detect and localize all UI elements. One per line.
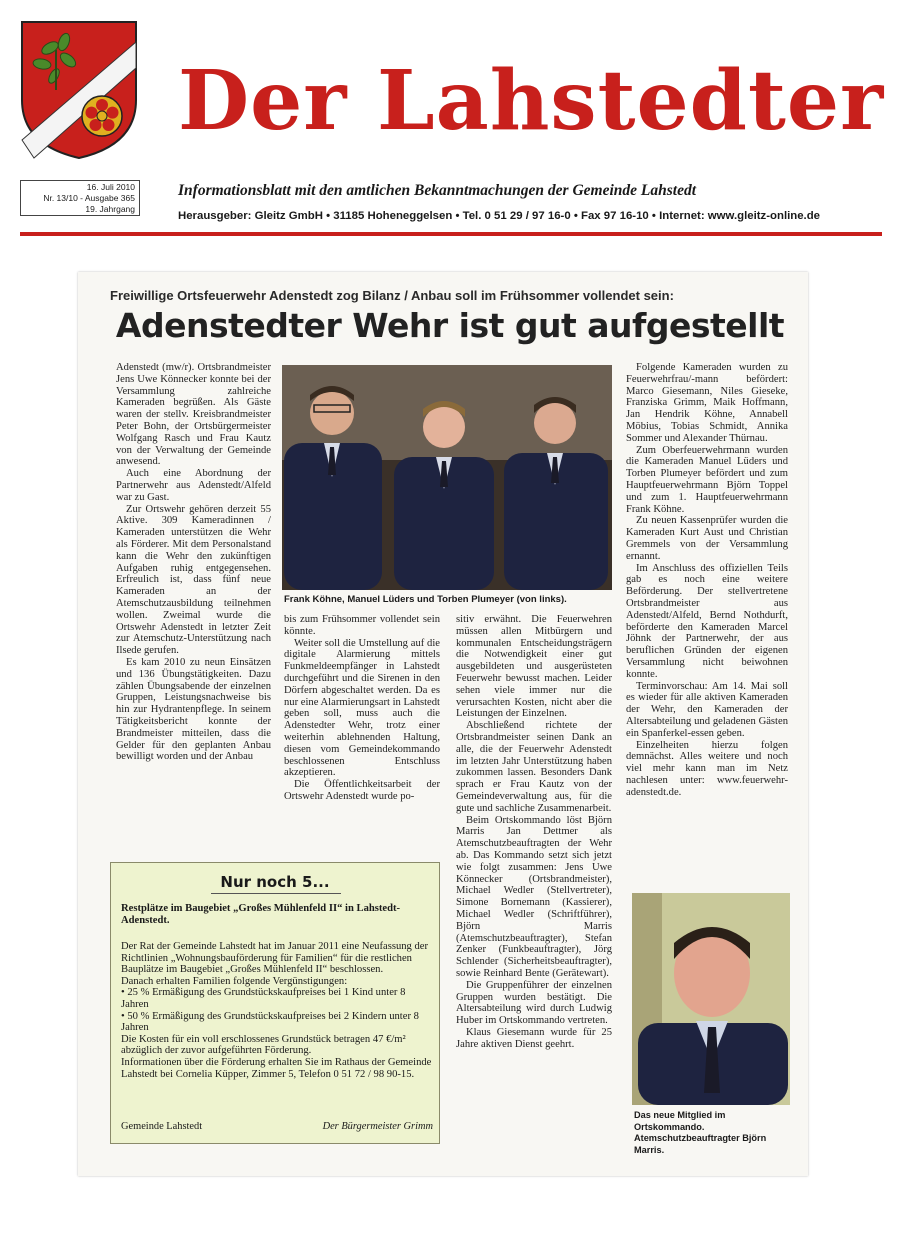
notice-paragraph: Danach erhalten Familien folgende Vergünstigungen: [121,975,348,987]
paragraph: Klaus Giesemann wurde für 25 Jahre aktiven Dienst geehrt. [456,1026,612,1050]
paragraph: Es kam 2010 zu neun Einsätzen und 136 Übungstätigkeiten. Dazu zählen Übungsabende der einzelnen Gruppen, Leistungsnachweise bis hin zur Hydrantenpflege. In seinem Tätigkeitsbericht konnte der Brandmeister mitteilen, dass die Gelder für den geplanten Anbau bewilligt worden und der Anbau [116,656,271,763]
issue-info [20,180,140,216]
masthead-rule [20,232,882,236]
notice-paragraph: Informationen über die Förderung erhalten Sie im Rathaus der Gemeinde Lahstedt bei Cornelia Küpper, Zimmer 5, Telefon 0 51 72 / 98 90-15. [121,1056,432,1080]
notice-subtitle: Restplätze im Baugebiet „Großes Mühlenfeld II“ in Lahstedt-Adenstedt. [121,903,401,926]
notice-title: Nur noch 5... [220,873,330,891]
notice-sign-right: Der Bürgermeister Grimm [322,1121,433,1132]
paragraph: Die Gruppenführer der einzelnen Gruppen wurden bestätigt. Die Altersabteilung wird durch Ludwig Huber im Ortskommando vertreten. [456,979,612,1027]
paragraph: Im Anschluss des offiziellen Teils gab es noch eine weitere Beförderung. Der stellvertretene Ortsbrandmeister aus Adenstedt/Alfeld, Bernd Nothdurft, beförderte den Kameraden Marcel Jöhnk der Partnerwehr, der aus beruflichen Gründen der eigenen Versammlung nicht beiwohnen konnte. [626,562,788,680]
coat-of-arms-icon [20,20,138,160]
portrait-photo [632,893,790,1105]
newspaper-title: Der Lahstedter [178,53,885,149]
paragraph: Folgende Kameraden wurden zu Feuerwehrfrau/-mann befördert: Marco Giesemann, Niles Gieseke, Franziska Grimm, Maik Hoffmann, Jan Hendrik Köhne, Annabell Möbius, Tobias Schmidt, Annika Sommer und Alexander Thürnau. [626,362,788,444]
paragraph: Auch eine Abordnung der Partnerwehr aus Adenstedt/Alfeld war zu Gast. [116,468,271,503]
notice-box [110,862,440,1144]
notice-title-underline [211,893,341,894]
article-column-1 [116,362,271,858]
portrait-photo-icon [632,893,790,1105]
paragraph: Einzelheiten hierzu folgen demnächst. Alles weitere und noch viel mehr kann man im Netz nachlesen unter: www.feuerwehr-adenstedt.de. [626,739,788,798]
paragraph: bis zum Frühsommer vollendet sein könnte. [284,614,440,637]
publisher-line: Herausgeber: Gleitz GmbH • 31185 Hoheneggelsen • Tel. 0 51 29 / 97 16-0 • Fax 97 16-10 • Internet: www.gleitz-online.de [178,210,821,222]
notice-paragraph: Der Rat der Gemeinde Lahstedt hat im Januar 2011 eine Neufassung der Richtlinien „Wohnungsbauförderung für Familien“ für die restlichen Bauplätze im Baugebiet „Großes Mühlenfeld II“ beschlossen. [121,941,429,976]
paragraph: sitiv erwähnt. Die Feuerwehren müssen allen Mitbürgern und kommunalen Entscheidungsträgern die Notwendigkeit einer gut ausgebildeten und ausgerüsteten Feuerwehr bewusst machen. Leider sehen viele immer nur die verursachten Kosten, nicht aber die Leistungen der Einzelnen. [456,614,612,720]
article-column-4 [626,362,788,882]
issue-number: Nr. 13/10 - Ausgabe 365 [43,193,135,203]
paragraph: Zu neuen Kassenprüfer wurden die Kameraden Kurt Aust und Christian Gremmels von der Versammlung ernannt. [626,515,788,562]
paragraph: Beim Ortskommando löst Björn Marris Jan Dettmer als Atemschutzbeauftragten der Wehr ab. Das Kommando setzt sich jetzt wie folgt zusammen: Jens Uwe Könnecker (Ortsbrandmeister), Michael Wedler (Stellvertreter), Simone Bornemann (Kassierer), Michael Wedler (Schriftführer), Björn Marris (Atemschutzbeauftragter), Stefan Zenker (Funkbeauftragter), Jörg Schlender (Sicherheitsbeauftragter), sowie Reinhard Bente (Gerätewart). [456,814,612,979]
issue-volume: 19. Jahrgang [85,204,135,214]
notice-list-item: • 25 % Ermäßigung des Grundstückskaufpreises bei 1 Kind unter 8 Jahren [121,987,406,1010]
portrait-caption: Das neue Mitglied im Ortskommando. Atemschutzbeauftragter Björn Marris. [634,1110,767,1155]
paragraph: Terminvorschau: Am 14. Mai soll es wieder für alle aktiven Kameraden der Wehr, den Kameraden der Altersabteilung und geladenen Gästen ein Spanferkel-essen geben. [626,680,788,739]
notice-paragraph: Die Kosten für ein voll erschlossenes Grundstück betragen 47 €/m² abzüglich der zuvor aufgeführten Förderung. [121,1033,406,1057]
paragraph: Zum Oberfeuerwehrmann wurden die Kameraden Manuel Lüders und Torben Plumeyer befördert und zum Hauptfeuerwehrmann Björn Toppel und zum 1. Hauptfeuerwehrmann Frank Köhne. [626,444,788,515]
paragraph: Adenstedt (mw/r). Ortsbrandmeister Jens Uwe Könnecker konnte bei der Versammlung zahlreiche Kameraden begrüßen. Als Gäste waren der stellv. Kreisbrandmeister Peter Bohn, der Ortsbürgermeister Wolfgang Rasch und Frau Kautz von der Verwaltung der Gemeinde anwesend. [116,362,271,468]
paragraph: Zur Ortswehr gehören derzeit 55 Aktive. 309 Kameradinnen / Kameraden unterstützen die Wehr als Förderer. Mit dem Personalstand kann die Wehr den zukünftigen Aufgaben ruhig entgegensehen. Erfreulich ist, dass fünf neue Kameraden an der Atemschutzausbildung teilnehmen wollen. Zweimal wurde die Ortswehr Adenstedt in letzter Zeit zur Atemschutz-Unterstützung nach Ilsede gerufen. [116,503,271,657]
group-photo [282,365,612,590]
paragraph: Weiter soll die Umstellung auf die digitale Alarmierung mittels Funkmeldeempfänger in Lahstedt durchgeführt und die Sirenen in den Dörfern abgeschaltet werden. Da es nur eine Alarmierungsart in Lahstedt geben soll, muss auch die Adenstedter Wehr, trotz einer weiterhin ablehnenden Haltung, diesen vom Gemeindekommando beschlossenen Entschluss akzeptieren. [284,637,440,779]
paragraph: Die Öffentlichkeitsarbeit der Ortswehr Adenstedt wurde po- [284,779,440,802]
newspaper-subtitle: Informationsblatt mit den amtlichen Bekanntmachungen der Gemeinde Lahstedt [178,182,697,199]
photo-caption: Frank Köhne, Manuel Lüders und Torben Plumeyer (von links). [284,594,567,605]
masthead [0,0,900,250]
article-column-3 [456,614,612,1150]
notice-body [121,941,433,1080]
notice-list-item: • 50 % Ermäßigung des Grundstückskaufpreises bei 2 Kindern unter 8 Jahren [121,1010,419,1034]
issue-date: 16. Juli 2010 [86,182,135,192]
article-column-2 [284,614,440,860]
paragraph: Abschließend richtete der Ortsbrandmeister seinen Dank an alle, die der Feuerwehr Adenstedt im letzten Jahr Unterstützung haben zukommen lassen. Besonders Dank sprach er Frau Kautz von der Gemeindeverwaltung aus, für die gute und sachliche Zusammenarbeit. [456,720,612,814]
article-kicker: Freiwillige Ortsfeuerwehr Adenstedt zog Bilanz / Anbau soll im Frühsommer vollendet sein: [110,288,674,303]
notice-sign-left: Gemeinde Lahstedt [121,1121,203,1132]
article-headline: Adenstedter Wehr ist gut aufgestellt [115,306,785,345]
firefighters-photo-icon [282,365,612,590]
notice-signature [121,1121,433,1132]
